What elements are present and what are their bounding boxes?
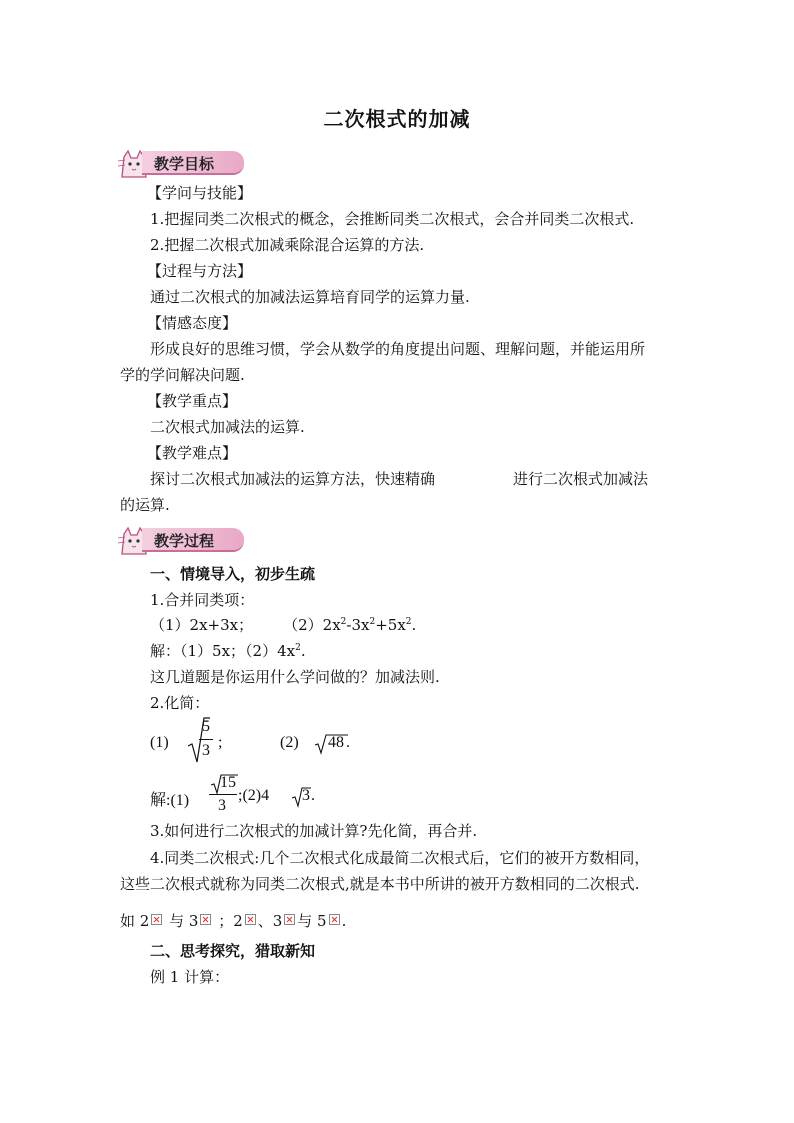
broken-image-icon bbox=[245, 914, 256, 925]
broken-image-icon bbox=[151, 914, 162, 925]
question-text: 例 1 计算： bbox=[150, 968, 230, 986]
question-text: 1.合并同类项： bbox=[150, 591, 255, 609]
section-banner-label: 教学过程 bbox=[154, 532, 215, 550]
goal-text: 2.把握二次根式加减乘除混合运算的方法. bbox=[150, 236, 425, 254]
goal-text: 学的学问解决问题. bbox=[120, 366, 245, 384]
section-heading: 二、思考探究，猎取新知 bbox=[150, 942, 316, 960]
question-text: 2.化简： bbox=[150, 694, 210, 712]
fraction-bar bbox=[209, 794, 237, 795]
question-text: （1）2x+3x； $(2)2x^2-3x^2+5x^2$. bbox=[150, 616, 417, 634]
heading-process-method: 【过程与方法】 bbox=[147, 262, 253, 280]
heading-difficulty: 【教学难点】 bbox=[147, 444, 238, 462]
section-banner-process bbox=[116, 524, 246, 556]
question-text: 这些二次根式就称为同类二次根式,就是本书中所讲的被开方数相同的二次根式. bbox=[120, 875, 640, 893]
question-text: 4.同类二次根式:几个二次根式化成最简二次根式后，它们的被开方数相同， bbox=[150, 849, 650, 867]
goal-text: 探讨二次根式加减法的运算方法，快速精确 进行二次根式加减法 bbox=[150, 470, 649, 488]
goal-text: 1.把握同类二次根式的概念，会推断同类二次根式，会合并同类二次根式. bbox=[150, 210, 635, 228]
page-title: 二次根式的加减 bbox=[323, 107, 471, 131]
question-text: 3.如何进行二次根式的加减计算?先化简，再合并. bbox=[150, 822, 478, 840]
section-heading: 一、情境导入，初步生疏 bbox=[150, 565, 316, 583]
broken-image-icon bbox=[284, 914, 295, 925]
heading-key-point: 【教学重点】 bbox=[147, 392, 238, 410]
goal-text: 的运算. bbox=[120, 496, 170, 514]
section-banner-label: 教学目标 bbox=[154, 155, 215, 173]
broken-image-icon bbox=[329, 914, 340, 925]
goal-text: 二次根式加减法的运算. bbox=[150, 418, 305, 436]
broken-image-icon bbox=[200, 914, 211, 925]
section-banner-goals bbox=[116, 147, 246, 179]
heading-attitude: 【情感态度】 bbox=[147, 314, 238, 332]
heading-knowledge: 【学问与技能】 bbox=[147, 184, 253, 202]
question-text: 这几道题是你运用什么学问做的？加减法则. bbox=[150, 668, 440, 686]
goal-text: 形成良好的思维习惯，学会从数学的角度提出问题、理解问题，并能运用所 bbox=[150, 340, 646, 358]
example-line: 如 2 与 3 ；2 、3 与 5 . bbox=[120, 912, 347, 930]
answer-text: 解：（1）5x；$(2)4x^2$. bbox=[150, 642, 306, 660]
fraction-bar bbox=[199, 739, 213, 740]
goal-text: 通过二次根式的加减法运算培育同学的运算力量. bbox=[150, 288, 470, 306]
